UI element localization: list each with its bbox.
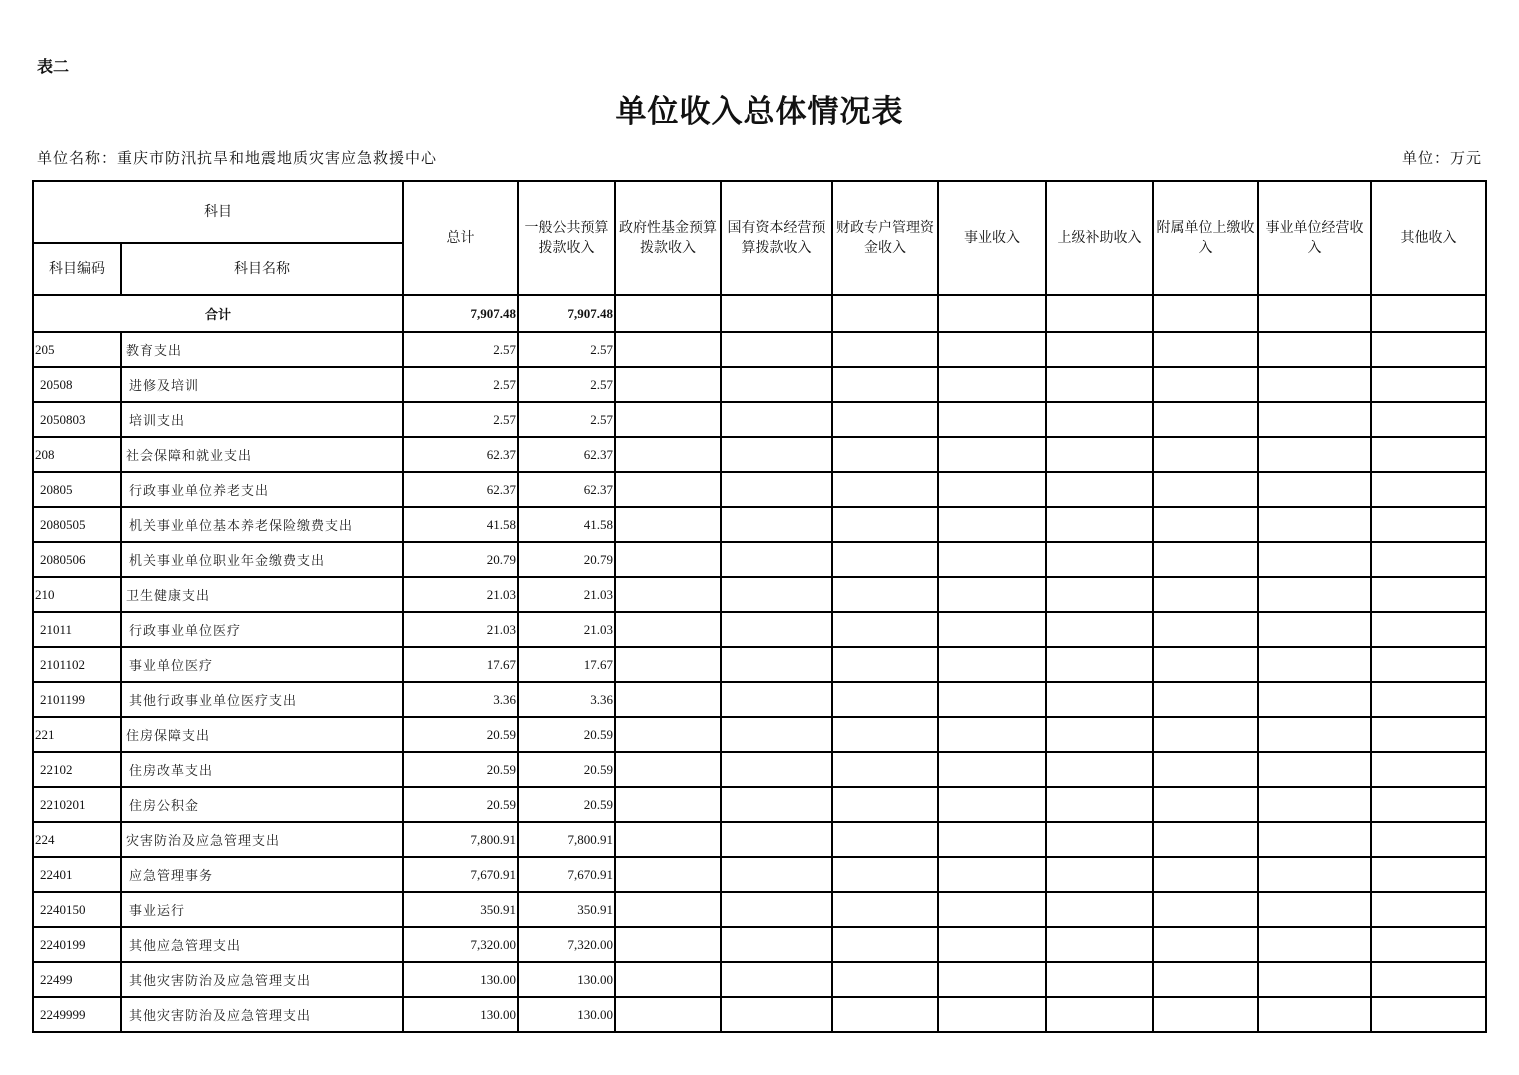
- table-number: 表二: [37, 57, 70, 76]
- row-total: 20.59: [403, 752, 518, 787]
- table-row: [33, 927, 1486, 962]
- row-general-budget: 20.59: [518, 787, 615, 822]
- row-total: 20.79: [403, 542, 518, 577]
- table-row: [33, 752, 1486, 787]
- row-total: 62.37: [403, 472, 518, 507]
- row-name: 住房保障支出: [121, 717, 403, 752]
- row-code: 221: [33, 717, 121, 752]
- row-code: 2249999: [33, 997, 121, 1032]
- row-general-budget: 7,320.00: [518, 927, 615, 962]
- row-code: 2101199: [33, 682, 121, 717]
- header-total: 总计: [403, 181, 518, 295]
- table-row: [33, 332, 1486, 367]
- table-row: [33, 787, 1486, 822]
- table-row: [33, 997, 1486, 1032]
- row-name: 进修及培训: [121, 367, 403, 402]
- row-code: 22102: [33, 752, 121, 787]
- row-total: 3.36: [403, 682, 518, 717]
- row-total: 7,670.91: [403, 857, 518, 892]
- row-total: 130.00: [403, 962, 518, 997]
- row-total: 7,320.00: [403, 927, 518, 962]
- table-row: [33, 717, 1486, 752]
- table-row: [33, 612, 1486, 647]
- row-general-budget: 7,670.91: [518, 857, 615, 892]
- row-general-budget: 20.59: [518, 717, 615, 752]
- header-business-income: 事业收入: [938, 181, 1046, 295]
- header-operating-income: 事业单位经营收入: [1258, 181, 1371, 295]
- summary-label: 合计: [33, 295, 403, 332]
- header-subject: 科目: [33, 181, 403, 243]
- row-general-budget: 20.79: [518, 542, 615, 577]
- row-total: 2.57: [403, 332, 518, 367]
- header-fiscal-special: 财政专户管理资金收入: [832, 181, 938, 295]
- row-code: 224: [33, 822, 121, 857]
- header-subject-code: 科目编码: [33, 243, 121, 295]
- row-total: 2.57: [403, 367, 518, 402]
- table-row: [33, 542, 1486, 577]
- table-row: [33, 437, 1486, 472]
- row-general-budget: 21.03: [518, 612, 615, 647]
- row-general-budget: 20.59: [518, 752, 615, 787]
- row-code: 20805: [33, 472, 121, 507]
- row-general-budget: 350.91: [518, 892, 615, 927]
- header-general-budget: 一般公共预算拨款收入: [518, 181, 615, 295]
- row-general-budget: 130.00: [518, 962, 615, 997]
- table-row: [33, 472, 1486, 507]
- row-total: 21.03: [403, 612, 518, 647]
- row-name: 培训支出: [121, 402, 403, 437]
- row-total: 130.00: [403, 997, 518, 1032]
- row-total: 41.58: [403, 507, 518, 542]
- row-total: 7,800.91: [403, 822, 518, 857]
- row-code: 2240150: [33, 892, 121, 927]
- row-name: 其他灾害防治及应急管理支出: [121, 997, 403, 1032]
- row-name: 灾害防治及应急管理支出: [121, 822, 403, 857]
- row-general-budget: 2.57: [518, 402, 615, 437]
- row-name: 其他行政事业单位医疗支出: [121, 682, 403, 717]
- row-name: 行政事业单位医疗: [121, 612, 403, 647]
- row-name: 其他应急管理支出: [121, 927, 403, 962]
- row-total: 21.03: [403, 577, 518, 612]
- row-general-budget: 21.03: [518, 577, 615, 612]
- table-row: [33, 962, 1486, 997]
- table-row: [33, 822, 1486, 857]
- row-code: 2050803: [33, 402, 121, 437]
- row-code: 20508: [33, 367, 121, 402]
- summary-row: [33, 295, 1486, 332]
- table-row: [33, 857, 1486, 892]
- table-row: [33, 402, 1486, 437]
- row-code: 21011: [33, 612, 121, 647]
- summary-total: 7,907.48: [403, 295, 518, 332]
- table-row: [33, 577, 1486, 612]
- row-name: 应急管理事务: [121, 857, 403, 892]
- row-code: 22499: [33, 962, 121, 997]
- row-name: 社会保障和就业支出: [121, 437, 403, 472]
- header-subject-name: 科目名称: [121, 243, 403, 295]
- header-other-income: 其他收入: [1371, 181, 1486, 295]
- row-general-budget: 62.37: [518, 437, 615, 472]
- row-general-budget: 3.36: [518, 682, 615, 717]
- row-code: 22401: [33, 857, 121, 892]
- row-total: 2.57: [403, 402, 518, 437]
- row-code: 2080506: [33, 542, 121, 577]
- header-superior-subsidy: 上级补助收入: [1046, 181, 1153, 295]
- row-code: 205: [33, 332, 121, 367]
- row-name: 事业运行: [121, 892, 403, 927]
- row-name: 住房公积金: [121, 787, 403, 822]
- row-general-budget: 7,800.91: [518, 822, 615, 857]
- income-table: [32, 180, 1487, 1033]
- row-name: 行政事业单位养老支出: [121, 472, 403, 507]
- row-general-budget: 17.67: [518, 647, 615, 682]
- row-name: 机关事业单位基本养老保险缴费支出: [121, 507, 403, 542]
- row-general-budget: 41.58: [518, 507, 615, 542]
- row-code: 2210201: [33, 787, 121, 822]
- header-affiliated-turnover: 附属单位上缴收入: [1153, 181, 1258, 295]
- header-gov-fund: 政府性基金预算拨款收入: [615, 181, 721, 295]
- row-total: 17.67: [403, 647, 518, 682]
- row-total: 20.59: [403, 787, 518, 822]
- row-total: 350.91: [403, 892, 518, 927]
- row-name: 事业单位医疗: [121, 647, 403, 682]
- row-name: 教育支出: [121, 332, 403, 367]
- table-row: [33, 647, 1486, 682]
- row-general-budget: 2.57: [518, 367, 615, 402]
- row-code: 2080505: [33, 507, 121, 542]
- row-general-budget: 62.37: [518, 472, 615, 507]
- row-total: 62.37: [403, 437, 518, 472]
- row-name: 机关事业单位职业年金缴费支出: [121, 542, 403, 577]
- row-code: 2240199: [33, 927, 121, 962]
- row-code: 210: [33, 577, 121, 612]
- page-title: 单位收入总体情况表: [615, 94, 904, 130]
- table-row: [33, 682, 1486, 717]
- table-row: [33, 507, 1486, 542]
- row-name: 卫生健康支出: [121, 577, 403, 612]
- row-general-budget: 2.57: [518, 332, 615, 367]
- currency-unit-label: 单位：万元: [1401, 149, 1482, 167]
- summary-general-budget: 7,907.48: [518, 295, 615, 332]
- table-row: [33, 367, 1486, 402]
- row-name: 住房改革支出: [121, 752, 403, 787]
- row-code: 208: [33, 437, 121, 472]
- row-name: 其他灾害防治及应急管理支出: [121, 962, 403, 997]
- header-state-capital: 国有资本经营预算拨款收入: [721, 181, 832, 295]
- table-row: [33, 892, 1486, 927]
- unit-name-label: 单位名称：重庆市防汛抗旱和地震地质灾害应急救援中心: [37, 149, 438, 167]
- row-general-budget: 130.00: [518, 997, 615, 1032]
- row-code: 2101102: [33, 647, 121, 682]
- row-total: 20.59: [403, 717, 518, 752]
